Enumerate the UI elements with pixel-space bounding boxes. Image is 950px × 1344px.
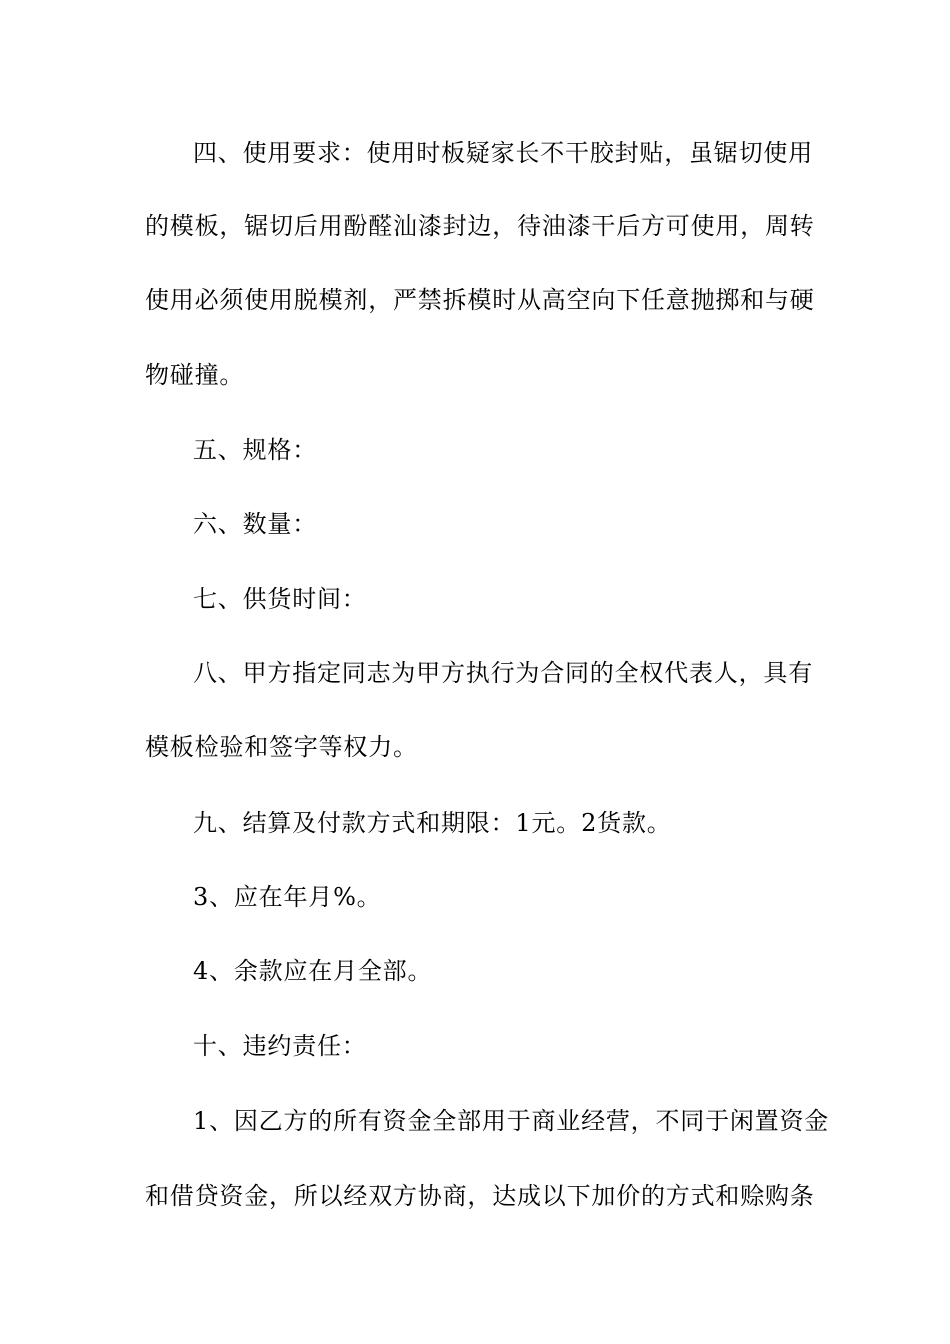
paragraph-line: 和借贷资金，所以经双方协商，达成以下加价的方式和赊购条 bbox=[145, 1182, 815, 1210]
paragraph-line: 3、应在年月%。 bbox=[193, 883, 382, 911]
paragraph-line: 十、违约责任： bbox=[193, 1032, 367, 1060]
paragraph-line: 使用必须使用脱模剂，严禁拆模时从高空向下任意抛掷和与硬 bbox=[145, 286, 815, 314]
paragraph-line: 七、供货时间： bbox=[193, 585, 367, 613]
paragraph-line: 1、因乙方的所有资金全部用于商业经营，不同于闲置资金 bbox=[193, 1107, 830, 1135]
paragraph-line: 物碰撞。 bbox=[145, 361, 245, 389]
paragraph-line: 四、使用要求：使用时板疑家长不干胶封贴，虽锯切使用 bbox=[193, 139, 813, 167]
paragraph-line: 五、规格： bbox=[193, 436, 317, 464]
paragraph-line: 八、甲方指定同志为甲方执行为合同的全权代表人，具有 bbox=[193, 659, 813, 687]
paragraph-line: 4、余款应在月全部。 bbox=[193, 957, 433, 985]
paragraph-line: 六、数量： bbox=[193, 510, 317, 538]
paragraph-line: 九、结算及付款方式和期限：1元。2货款。 bbox=[193, 809, 672, 837]
paragraph-line: 模板检验和签字等权力。 bbox=[145, 733, 418, 761]
paragraph-line: 的模板，锯切后用酚醛汕漆封边，待油漆干后方可使用，周转 bbox=[145, 212, 815, 240]
